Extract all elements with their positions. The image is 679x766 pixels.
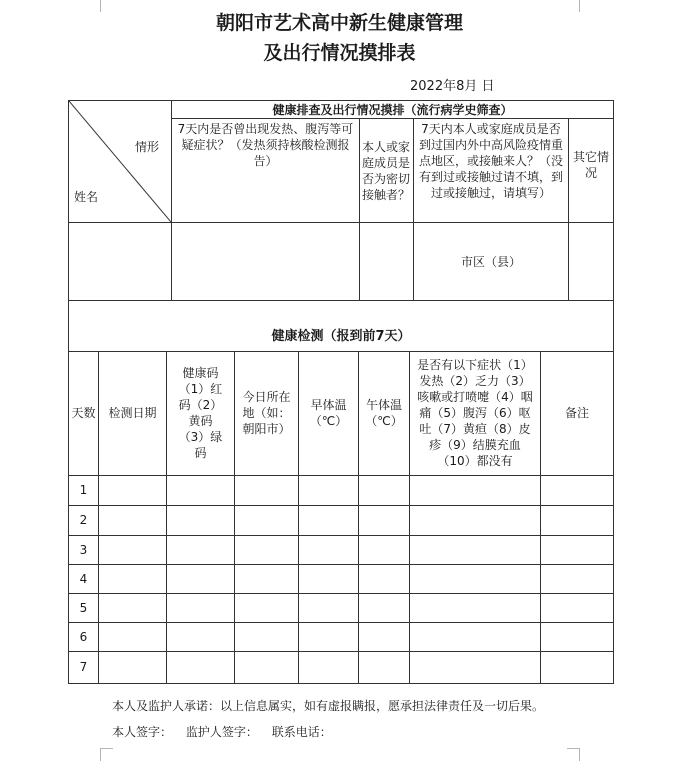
location-header: 今日所在地（如：朝阳市） [235, 351, 299, 475]
guardian-signature-label: 监护人签字： [185, 725, 258, 739]
afternoon-temp-cell[interactable] [359, 564, 410, 593]
location-cell[interactable] [235, 593, 299, 622]
symptoms-list-header: 是否有以下症状（1）发热（2）乏力（3）咳嗽或打喷嚏（4）咽痛（5）腹泻（6）呕吐（7）黄疸（8）皮疹（9）结膜充血（10）都没有 [410, 351, 541, 475]
remarks-cell[interactable] [541, 593, 614, 622]
travel-input-cell[interactable]: 市区（县） [414, 223, 569, 301]
health-code-header: 健康码（1）红码（2）黄码（3）绿码 [167, 351, 235, 475]
page-corner-mark [567, 748, 580, 761]
table-row [69, 475, 614, 505]
morning-temp-cell[interactable] [299, 564, 359, 593]
situation-label: 情形 [134, 140, 159, 154]
health-code-cell[interactable] [167, 475, 235, 505]
other-input-cell[interactable] [569, 223, 614, 301]
remarks-header: 备注 [541, 351, 614, 475]
morning-temp-header: 早体温（℃） [299, 351, 359, 475]
row-number: 2 [69, 505, 99, 535]
check-date-cell[interactable] [99, 475, 167, 505]
morning-temp-cell[interactable] [299, 505, 359, 535]
phone-label: 联系电话： [271, 725, 332, 739]
morning-temp-cell[interactable] [299, 622, 359, 651]
row-number: 7 [69, 651, 99, 683]
screening-table [68, 100, 614, 301]
table-row [69, 505, 614, 535]
health-code-cell[interactable] [167, 651, 235, 683]
form-title-line1: 朝阳市艺术高中新生健康管理 [215, 12, 463, 34]
row-number: 3 [69, 535, 99, 564]
morning-temp-cell[interactable] [299, 535, 359, 564]
health-code-cell[interactable] [167, 564, 235, 593]
remarks-cell[interactable] [541, 564, 614, 593]
symptoms-input-cell[interactable] [172, 223, 360, 301]
form-date: 2022年8月 日 [410, 79, 495, 94]
afternoon-temp-cell[interactable] [359, 593, 410, 622]
signature-line [112, 723, 342, 740]
afternoon-temp-cell[interactable] [359, 505, 410, 535]
symptoms-cell[interactable] [410, 622, 541, 651]
afternoon-temp-cell[interactable] [359, 651, 410, 683]
check-date-cell[interactable] [99, 651, 167, 683]
table-row [69, 564, 614, 593]
afternoon-temp-cell[interactable] [359, 475, 410, 505]
table-row [69, 535, 614, 564]
morning-temp-cell[interactable] [299, 651, 359, 683]
table-row [69, 593, 614, 622]
table-row [69, 622, 614, 651]
check-date-cell[interactable] [99, 505, 167, 535]
check-date-cell[interactable] [99, 564, 167, 593]
location-cell[interactable] [235, 622, 299, 651]
table-row [69, 651, 614, 683]
remarks-cell[interactable] [541, 535, 614, 564]
location-cell[interactable] [235, 475, 299, 505]
health-code-cell[interactable] [167, 593, 235, 622]
check-date-cell[interactable] [99, 622, 167, 651]
row-number: 1 [69, 475, 99, 505]
afternoon-temp-header: 午体温（℃） [359, 351, 410, 475]
afternoon-temp-cell[interactable] [359, 535, 410, 564]
contact-header: 本人或家庭成员是否为密切接触者？ [360, 119, 414, 223]
diagonal-header-cell [69, 101, 172, 223]
travel-header: 7天内本人或家庭成员是否到过国内外中高风险疫情重点地区，或接触来人？（没有到过或接触过请不填，到过或接触过，请填写） [414, 119, 569, 223]
location-cell[interactable] [235, 651, 299, 683]
morning-temp-cell[interactable] [299, 593, 359, 622]
symptoms-header: 7天内是否曾出现发热、腹泻等可疑症状？（发热须持核酸检测报告） [172, 119, 360, 223]
health-code-cell[interactable] [167, 505, 235, 535]
remarks-cell[interactable] [541, 475, 614, 505]
check-date-cell[interactable] [99, 593, 167, 622]
symptoms-cell[interactable] [410, 564, 541, 593]
location-cell[interactable] [235, 505, 299, 535]
screening-section-header: 健康排查及出行情况摸排（流行病学史筛查） [172, 101, 614, 119]
days-header: 天数 [69, 351, 99, 475]
symptoms-cell[interactable] [410, 651, 541, 683]
location-cell[interactable] [235, 564, 299, 593]
remarks-cell[interactable] [541, 622, 614, 651]
form-title-line2: 及出行情况摸排表 [263, 42, 416, 64]
health-code-cell[interactable] [167, 622, 235, 651]
contact-input-cell[interactable] [360, 223, 414, 301]
afternoon-temp-cell[interactable] [359, 622, 410, 651]
location-cell[interactable] [235, 535, 299, 564]
symptoms-cell[interactable] [410, 505, 541, 535]
check-date-cell[interactable] [99, 535, 167, 564]
morning-temp-cell[interactable] [299, 475, 359, 505]
pledge-statement: 本人及监护人承诺：以上信息属实，如有虚报瞒报，愿承担法律责任及一切后果。 [112, 699, 545, 713]
row-number: 5 [69, 593, 99, 622]
symptoms-cell[interactable] [410, 535, 541, 564]
health-section-header: 健康检测（报到前7天） [69, 300, 614, 351]
page-corner-mark [100, 748, 113, 761]
symptoms-cell[interactable] [410, 475, 541, 505]
name-input-cell[interactable] [69, 223, 172, 301]
health-code-cell[interactable] [167, 535, 235, 564]
other-header: 其它情况 [569, 119, 614, 223]
self-signature-label: 本人签字： [112, 725, 173, 739]
row-number: 6 [69, 622, 99, 651]
row-number: 4 [69, 564, 99, 593]
symptoms-cell[interactable] [410, 593, 541, 622]
health-monitor-grid [68, 300, 614, 684]
remarks-cell[interactable] [541, 505, 614, 535]
check-date-header: 检测日期 [99, 351, 167, 475]
remarks-cell[interactable] [541, 651, 614, 683]
name-label: 姓名 [74, 190, 99, 204]
